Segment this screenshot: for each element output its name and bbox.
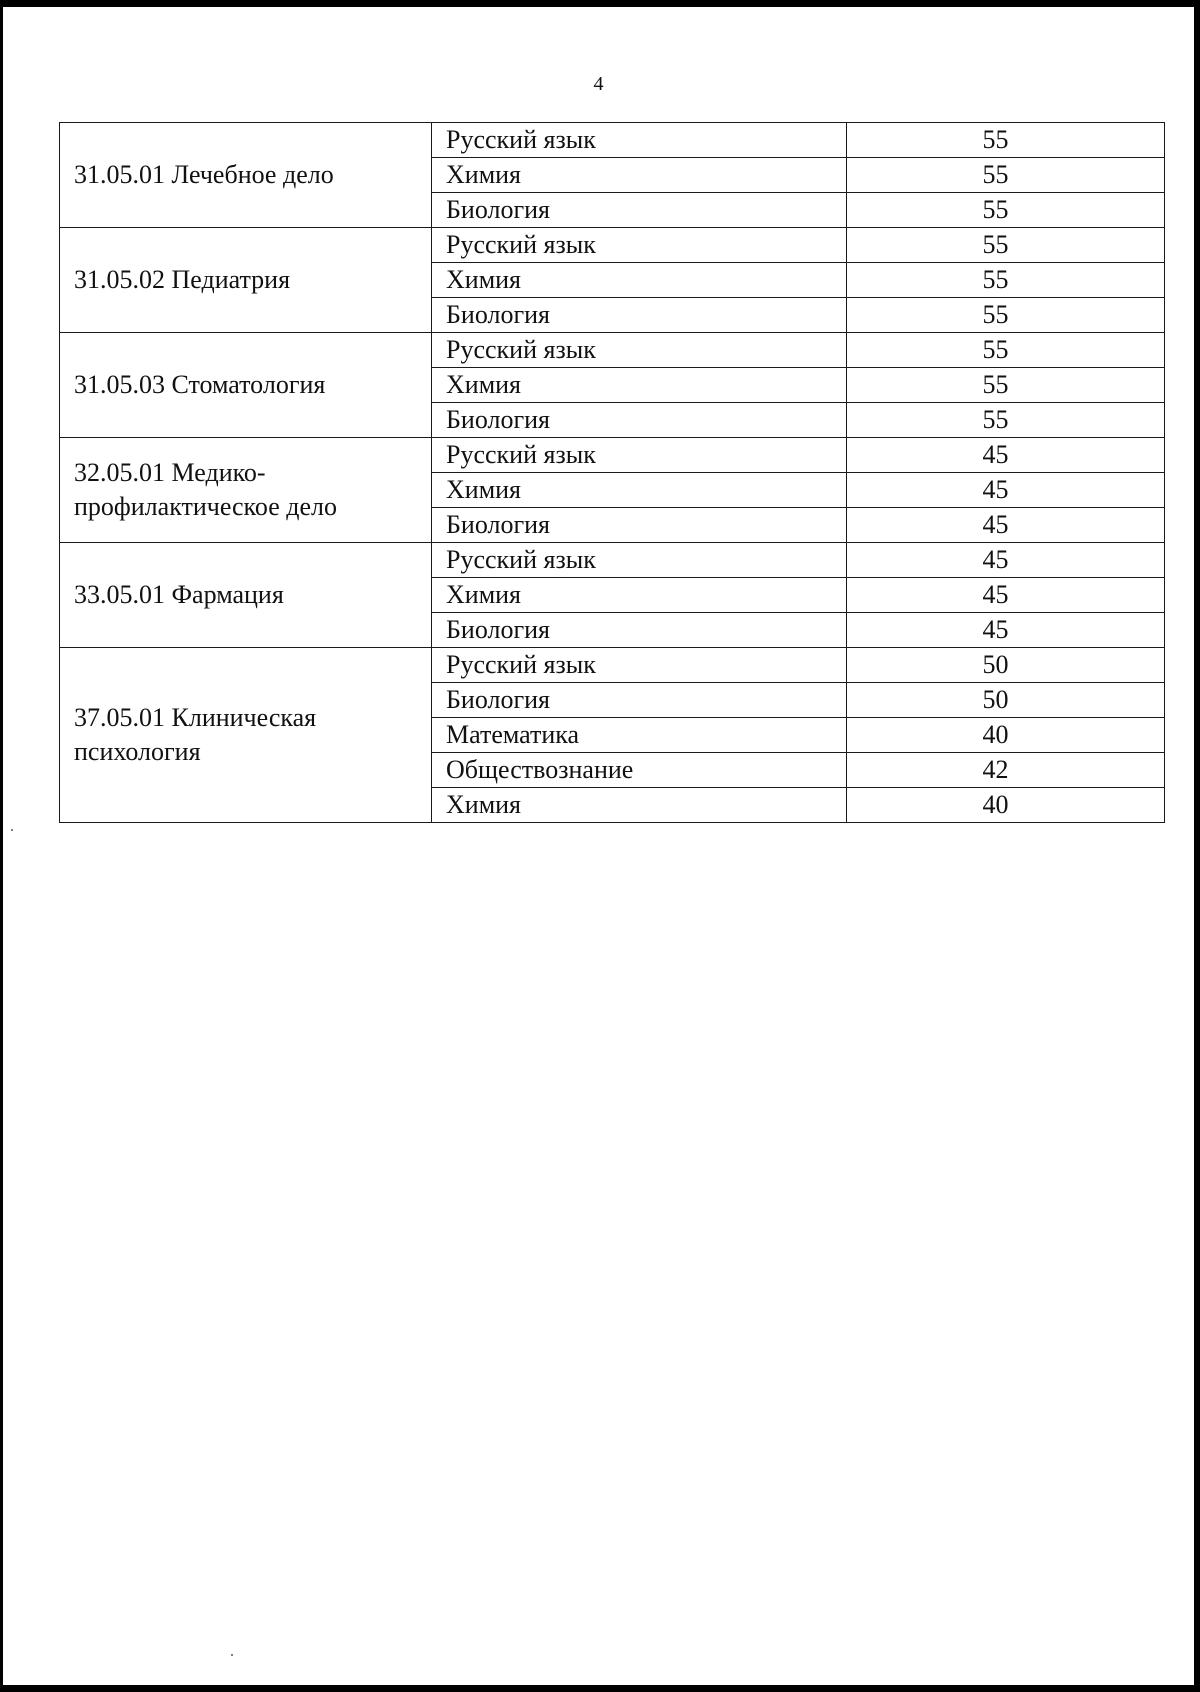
subject-cell: Биология [432, 193, 847, 228]
program-name-cell: 31.05.03 Стоматология [60, 333, 432, 438]
table-row [60, 123, 1165, 158]
min-score-cell: 55 [847, 298, 1165, 333]
program-name-cell: 31.05.01 Лечебное дело [60, 123, 432, 228]
table-row [60, 438, 1165, 473]
min-score-cell: 45 [847, 543, 1165, 578]
min-scores-table [59, 122, 1165, 823]
min-score-cell: 55 [847, 263, 1165, 298]
document-page [3, 7, 1194, 1685]
table-row [60, 228, 1165, 263]
min-score-cell: 42 [847, 753, 1165, 788]
min-score-cell: 45 [847, 613, 1165, 648]
subject-cell: Биология [432, 403, 847, 438]
subject-cell: Химия [432, 263, 847, 298]
subject-cell: Русский язык [432, 228, 847, 263]
min-score-cell: 40 [847, 788, 1165, 823]
min-score-cell: 55 [847, 158, 1165, 193]
min-score-cell: 55 [847, 228, 1165, 263]
table-row [60, 543, 1165, 578]
subject-cell: Математика [432, 718, 847, 753]
min-score-cell: 45 [847, 508, 1165, 543]
subject-cell: Биология [432, 508, 847, 543]
subject-cell: Химия [432, 158, 847, 193]
subject-cell: Биология [432, 298, 847, 333]
subject-cell: Биология [432, 613, 847, 648]
min-score-cell: 55 [847, 333, 1165, 368]
subject-cell: Химия [432, 788, 847, 823]
min-score-cell: 40 [847, 718, 1165, 753]
program-name-cell: 31.05.02 Педиатрия [60, 228, 432, 333]
program-name-cell: 32.05.01 Медико-профилактическое дело [60, 438, 432, 543]
min-score-cell: 55 [847, 403, 1165, 438]
min-score-cell: 55 [847, 368, 1165, 403]
page-number: 4 [593, 73, 604, 95]
subject-cell: Русский язык [432, 333, 847, 368]
scan-speck [231, 1654, 233, 1656]
table-row [60, 648, 1165, 683]
min-score-cell: 50 [847, 683, 1165, 718]
subject-cell: Русский язык [432, 648, 847, 683]
subject-cell: Химия [432, 368, 847, 403]
min-score-cell: 45 [847, 578, 1165, 613]
scan-speck [11, 829, 13, 831]
subject-cell: Русский язык [432, 123, 847, 158]
table-row [60, 333, 1165, 368]
subject-cell: Русский язык [432, 543, 847, 578]
program-name-cell: 37.05.01 Клиническая психология [60, 648, 432, 823]
min-score-cell: 45 [847, 473, 1165, 508]
program-name-cell: 33.05.01 Фармация [60, 543, 432, 648]
table-body [60, 123, 1165, 823]
subject-cell: Русский язык [432, 438, 847, 473]
min-score-cell: 50 [847, 648, 1165, 683]
min-score-cell: 55 [847, 123, 1165, 158]
min-score-cell: 55 [847, 193, 1165, 228]
subject-cell: Химия [432, 473, 847, 508]
subject-cell: Биология [432, 683, 847, 718]
min-score-cell: 45 [847, 438, 1165, 473]
subject-cell: Обществознание [432, 753, 847, 788]
subject-cell: Химия [432, 578, 847, 613]
